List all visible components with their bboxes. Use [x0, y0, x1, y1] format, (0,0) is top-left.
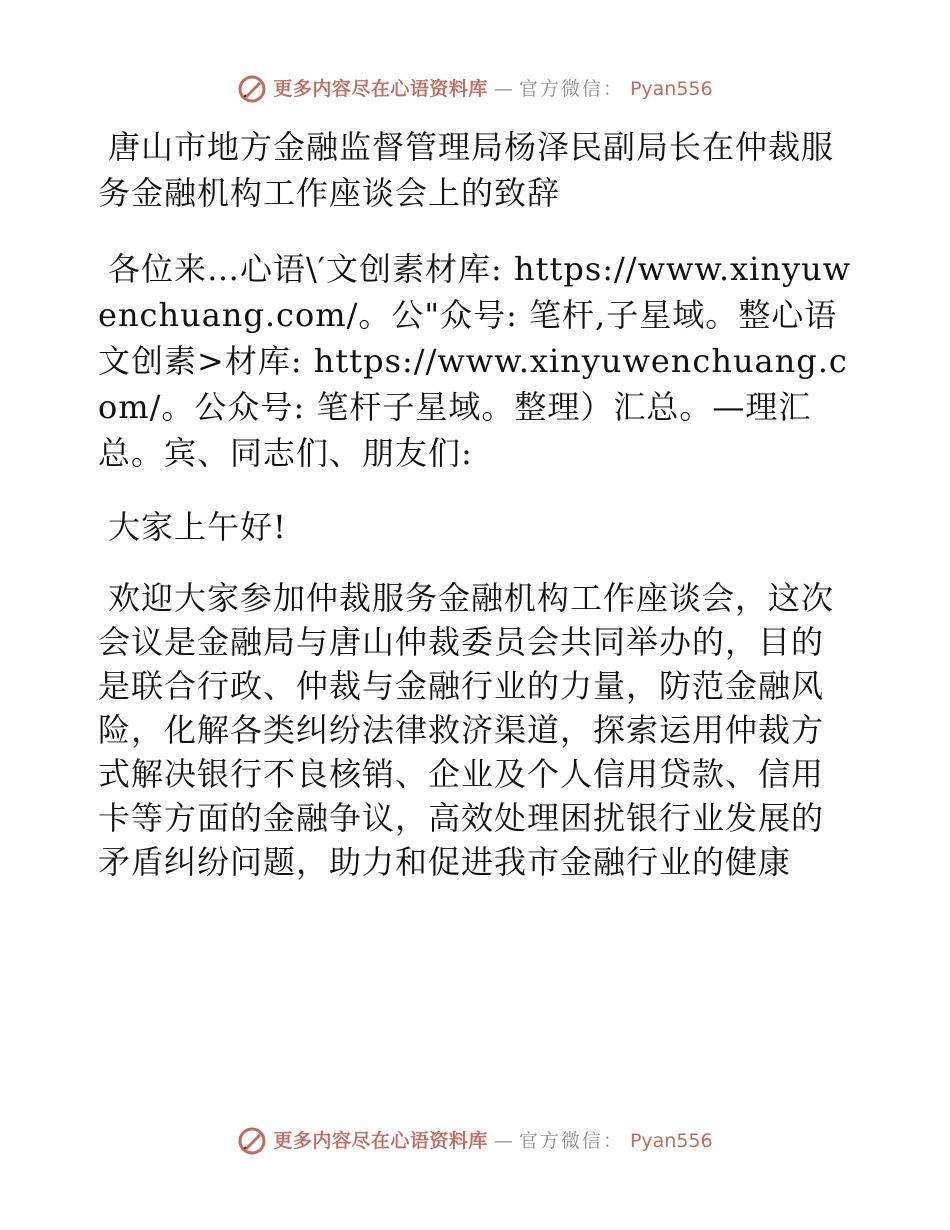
banner-wechat-id: Pyan556 [629, 1130, 713, 1152]
quill-logo-icon [237, 74, 267, 104]
greeting-paragraph: 各位来…心语\′文创素材库: https://www.xinyuwenchuang.com/。公"众号: 笔杆,子星域。整心语文创素>材库: https://www.xinyuwenchuang.com/。公众号: 笔杆子星域。整理）汇总。—理汇总。宾、同志们、朋友们: [98, 250, 852, 472]
banner-separator: — [493, 1130, 513, 1152]
banner-main-text: 更多内容尽在心语资料库 [273, 1130, 488, 1152]
banner-wechat-label: 官方微信： [518, 78, 624, 100]
banner-wechat-label: 官方微信： [518, 1130, 624, 1152]
header-watermark-banner [0, 74, 950, 104]
banner-main-text: 更多内容尽在心语资料库 [273, 78, 488, 100]
document-title: 唐山市地方金融监督管理局杨泽民副局长在仲裁服务金融机构工作座谈会上的致辞 [98, 128, 835, 212]
footer-watermark-banner [0, 1126, 950, 1156]
quill-logo-icon [237, 1126, 267, 1156]
document-content [98, 124, 854, 884]
hello-paragraph: 大家上午好! [108, 508, 287, 546]
body-paragraph: 欢迎大家参加仲裁服务金融机构工作座谈会，这次会议是金融局与唐山仲裁委员会共同举办的，目的是联合行政、仲裁与金融行业的力量，防范金融风险，化解各类纠纷法律救济渠道，探索运用仲裁方式解决银行不良核销、企业及个人信用贷款、信用卡等方面的金融争议，高效处理困扰银行业发展的矛盾纠纷问题，助力和促进我市金融行业的健康 [98, 579, 835, 881]
banner-wechat-id: Pyan556 [629, 78, 713, 100]
banner-separator: — [493, 78, 513, 100]
